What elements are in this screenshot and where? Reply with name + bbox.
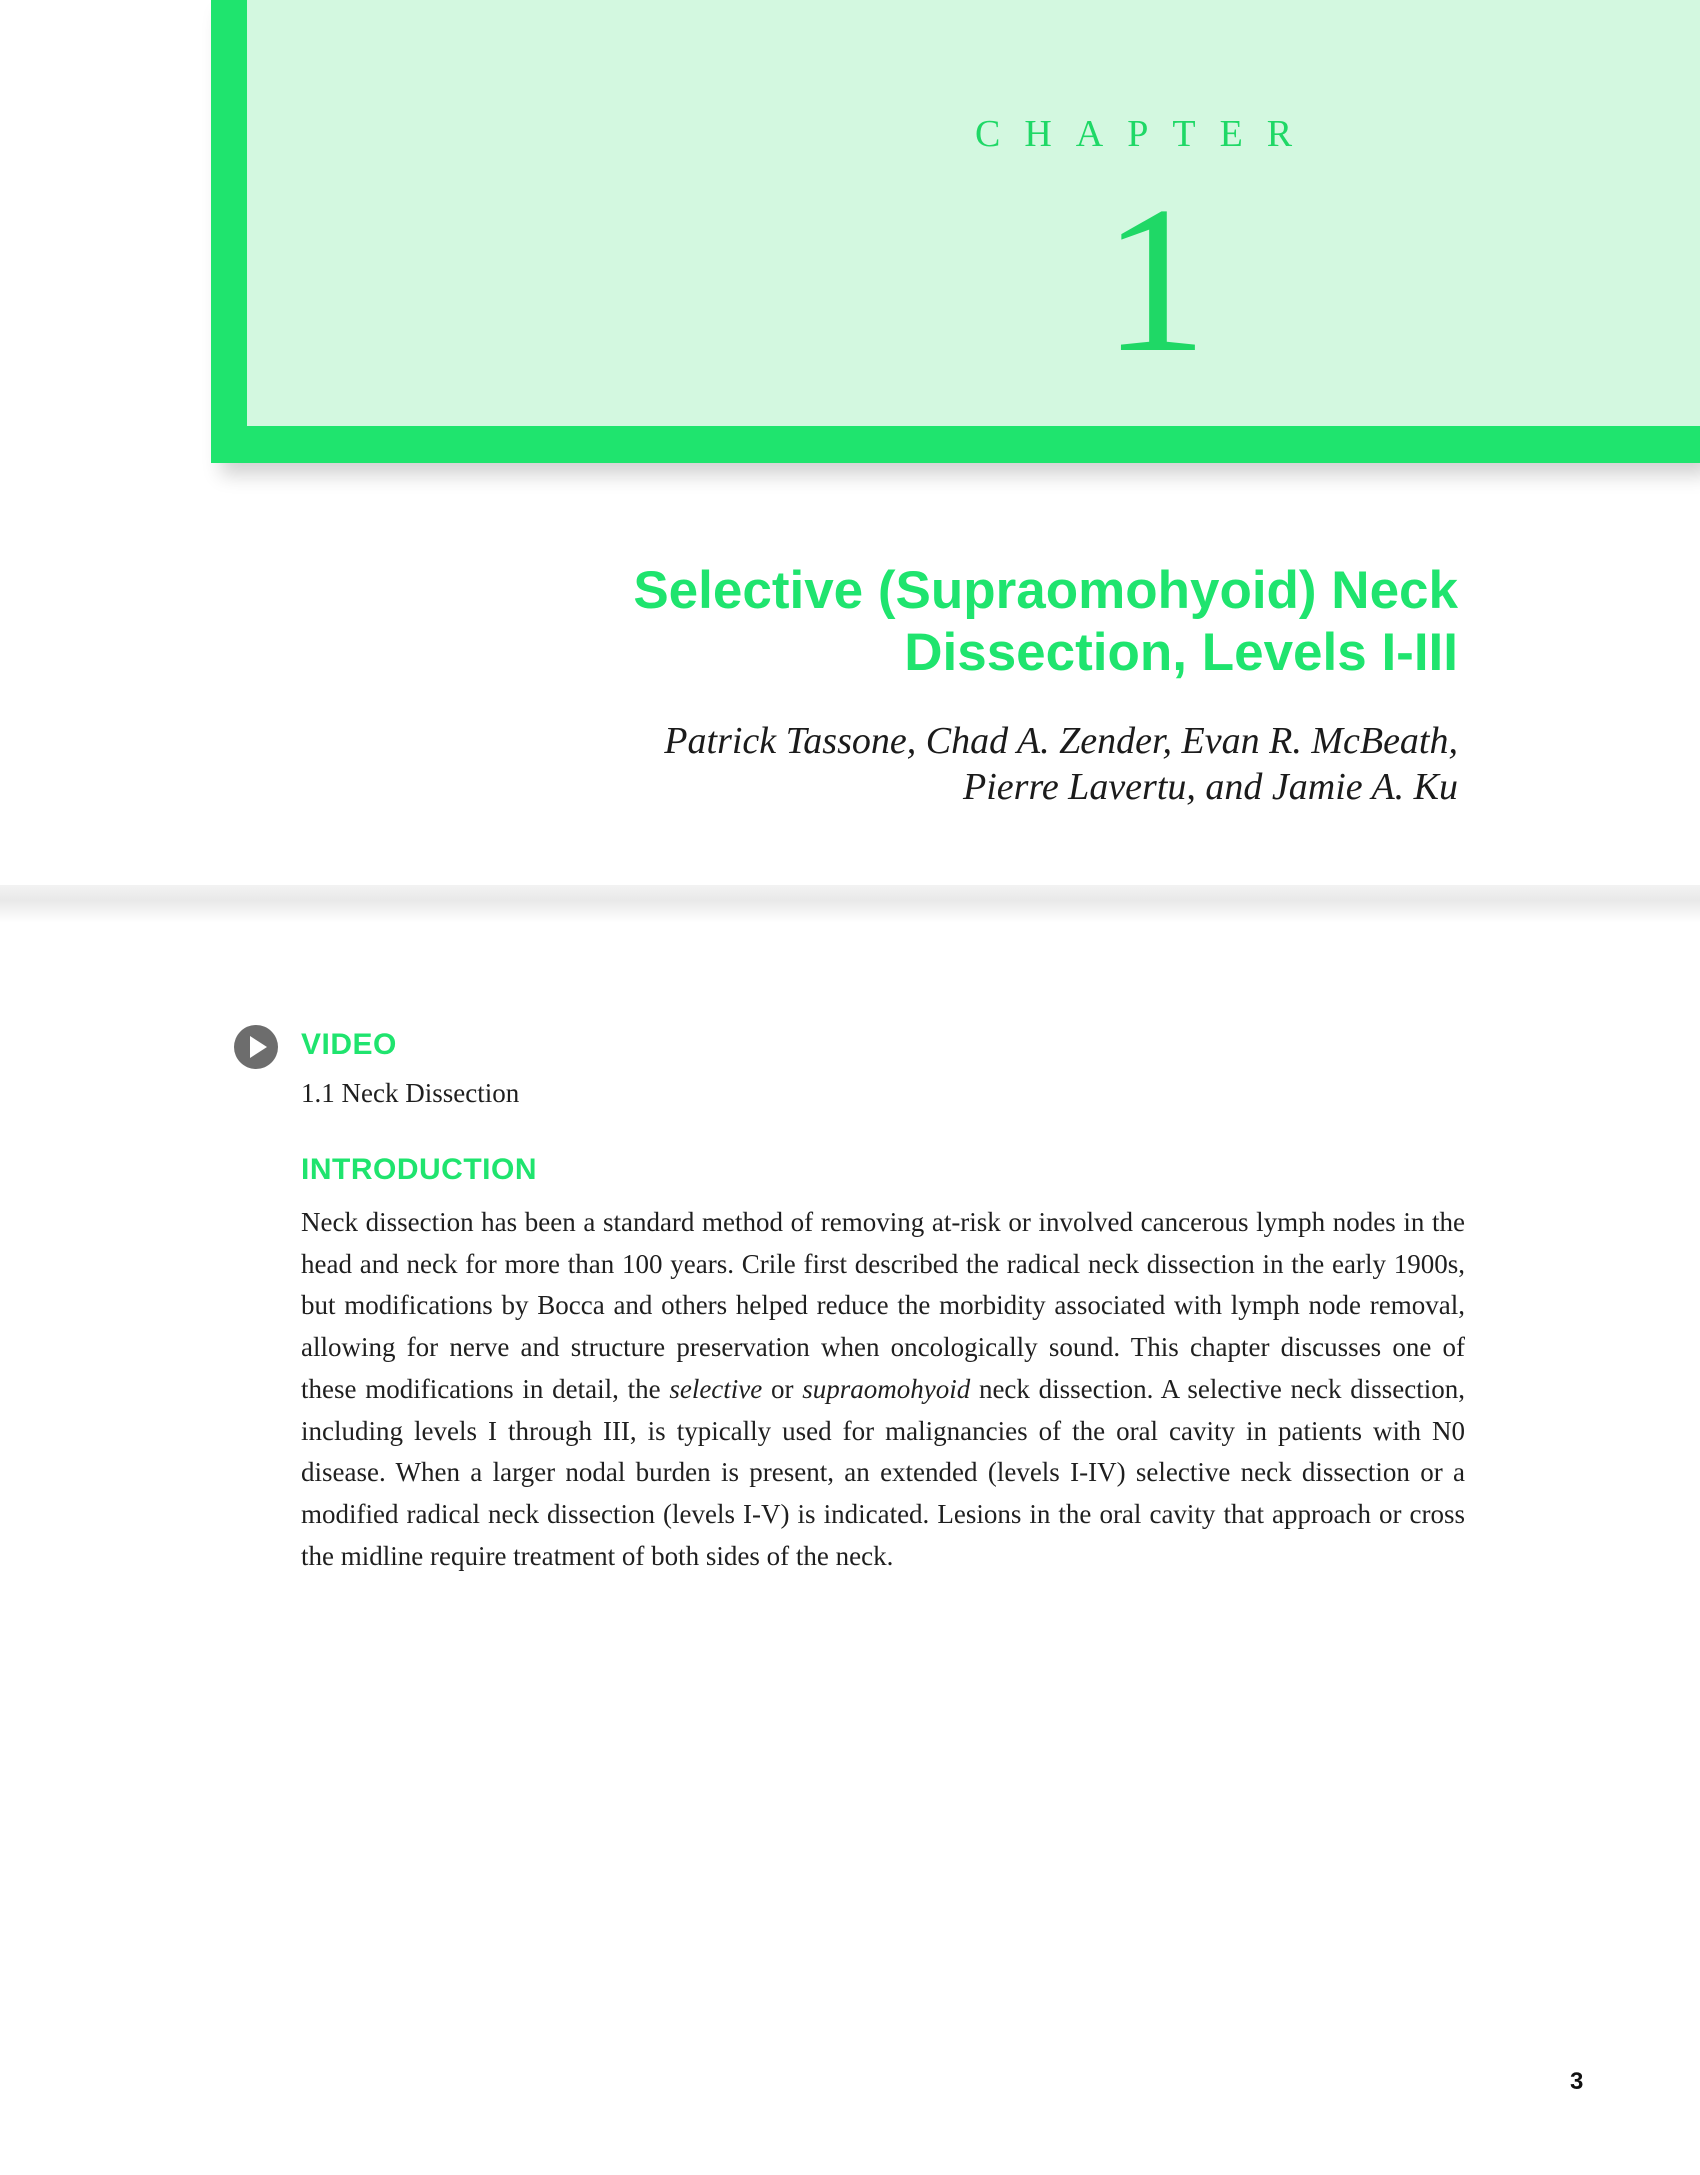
intro-text-3: neck dissection. A selective neck dissection, including levels I through III, is typically used for malignancies of the oral cavity in patients with N0 disease. When a larger nodal burden is present, an extended (levels I-IV) selective neck dissection or a modified radical neck dissection (levels I-V) is indicated. Lesions in the oral cavity that approach or cross the midline require treatment of both sides of the neck. [301, 1373, 1465, 1571]
intro-text-1: Neck dissection has been a standard method of removing at-risk or involved cancerous lymph nodes in the head and neck for more than 100 years. Crile first described the radical neck dissection in the early 1900s, but modifications by Bocca and others helped reduce the morbidity associated with lymph node removal, allowing for nerve and structure preservation when oncologically sound. This chapter discusses one of these modifications in detail, the [301, 1207, 1465, 1404]
authors-line-2: Pierre Lavertu, and Jamie A. Ku [963, 766, 1458, 808]
intro-emphasis-supraomohyoid: supraomohyoid [802, 1373, 971, 1404]
chapter-title-line-2: Dissection, Levels I-III [904, 623, 1458, 682]
chapter-title-line-1: Selective (Supraomohyoid) Neck [633, 561, 1458, 620]
intro-text-2: or [762, 1373, 803, 1404]
chapter-banner-panel [247, 0, 1700, 426]
authors-line-1: Patrick Tassone, Chad A. Zender, Evan R. McBeath, [664, 720, 1458, 762]
intro-emphasis-selective: selective [669, 1373, 763, 1404]
header-divider [0, 885, 1700, 923]
introduction-heading: INTRODUCTION [301, 1153, 537, 1186]
introduction-paragraph [301, 1202, 1465, 1577]
chapter-title [358, 560, 1458, 684]
chapter-authors [458, 718, 1458, 810]
page-number: 3 [1570, 2068, 1584, 2095]
chapter-label: CHAPTER [975, 113, 1317, 155]
video-link[interactable]: 1.1 Neck Dissection [301, 1078, 520, 1108]
chapter-banner [211, 0, 1700, 463]
play-icon[interactable] [234, 1025, 278, 1069]
video-heading: VIDEO [301, 1028, 397, 1061]
chapter-number: 1 [1102, 164, 1208, 396]
